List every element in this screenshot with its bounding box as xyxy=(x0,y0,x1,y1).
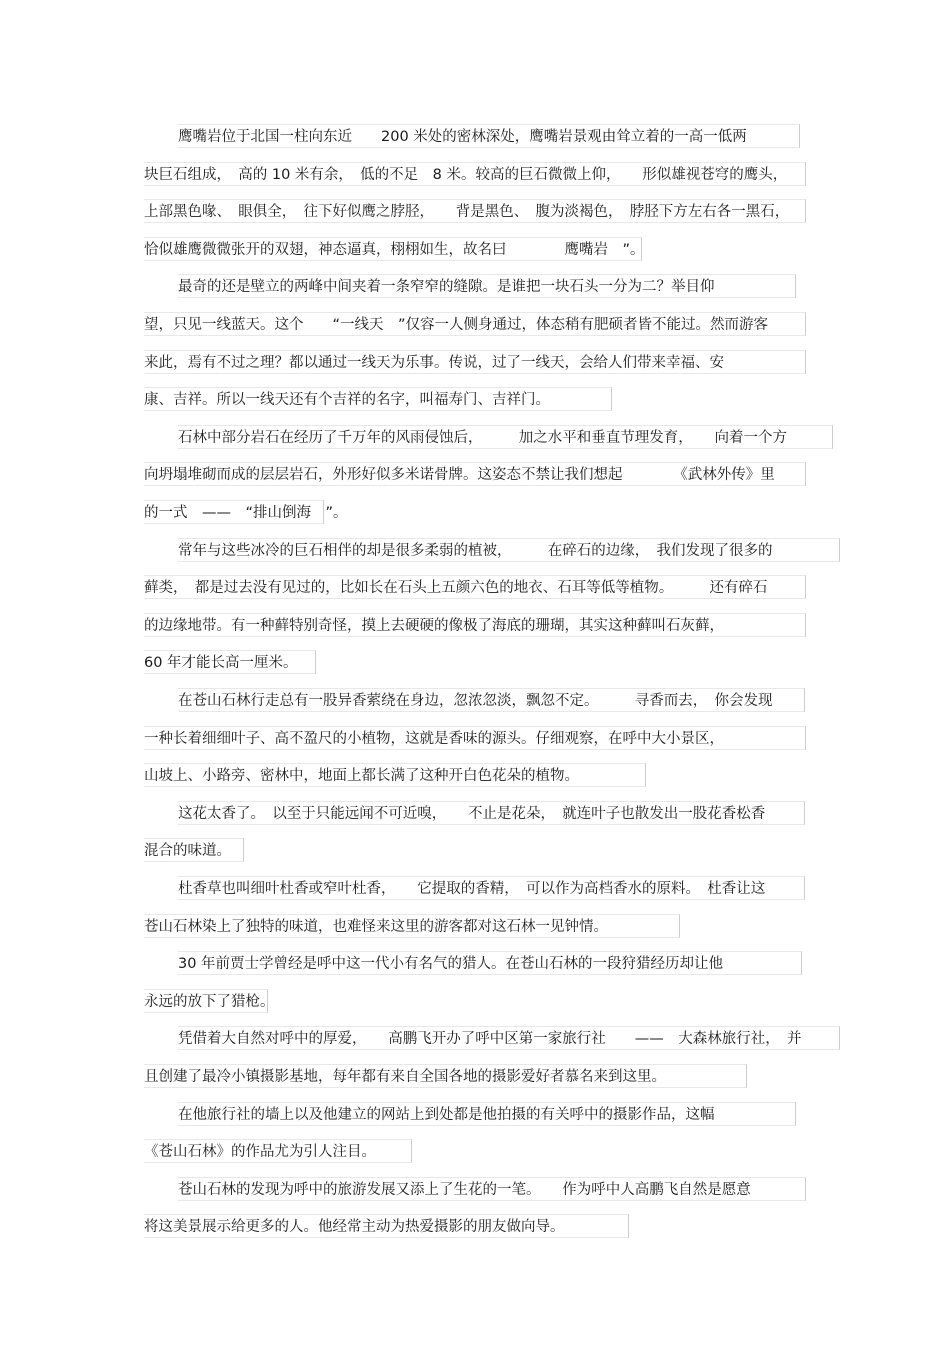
paragraph-line: 康、吉祥。所以一线天还有个吉祥的名字，叫福寿门、吉祥门。 xyxy=(144,387,612,411)
paragraph-first-line: 30 年前贾士学曾经是呼中这一代小有名气的猎人。在苍山石林的一段狩猎经历却让他 xyxy=(178,951,802,975)
paragraph-first-line: 常年与这些冰冷的巨石相伴的却是很多柔弱的植被， 在碎石的边缘， 我们发现了很多的 xyxy=(178,538,840,562)
paragraph-line: 《苍山石林》的作品尤为引人注目。 xyxy=(144,1139,412,1163)
paragraph-line: 60 年才能长高一厘米。 xyxy=(144,650,316,674)
paragraph-line: 山坡上、小路旁、密林中，地面上都长满了这种开白色花朵的植物。 xyxy=(144,763,646,787)
paragraph-line: 一种长着细细叶子、高不盈尺的小植物，这就是香味的源头。仔细观察，在呼中大小景区， xyxy=(144,726,806,750)
paragraph-first-line: 苍山石林的发现为呼中的旅游发展又添上了生花的一笔。 作为呼中人高鹏飞自然是愿意 xyxy=(178,1177,806,1201)
paragraph-line: 的边缘地带。有一种藓特别奇怪，摸上去硬硬的像极了海底的珊瑚，其实这种藓叫石灰藓， xyxy=(144,613,806,637)
paragraph-line: 望，只见一线蓝天。这个 “一线天 ”仅容一人侧身通过，体态稍有肥硕者皆不能过。然而游客 xyxy=(144,312,806,336)
paragraph-line: 永远的放下了猎枪。 xyxy=(144,989,268,1013)
paragraph-line: 向坍塌堆砌而成的层层岩石，外形好似多米诺骨牌。这姿态不禁让我们想起 《武林外传》里 xyxy=(144,462,806,486)
paragraph-line: 且创建了最冷小镇摄影基地，每年都有来自全国各地的摄影爱好者慕名来到这里。 xyxy=(144,1064,747,1088)
paragraph-first-line: 杜香草也叫细叶杜香或窄叶杜香， 它提取的香精， 可以作为高档香水的原料。 杜香让这 xyxy=(178,876,805,900)
paragraph-line: 将这美景展示给更多的人。他经常主动为热爱摄影的朋友做向导。 xyxy=(144,1214,629,1238)
paragraph-first-line: 在他旅行社的墙上以及他建立的网站上到处都是他拍摄的有关呼中的摄影作品，这幅 xyxy=(178,1102,796,1126)
paragraph-first-line: 鹰嘴岩位于北国一柱向东近 200 米处的密林深处，鹰嘴岩景观由耸立着的一高一低两 xyxy=(178,124,800,148)
paragraph-first-line: 石林中部分岩石在经历了千万年的风雨侵蚀后， 加之水平和垂直节理发育， 向着一个方 xyxy=(178,425,833,449)
paragraph-first-line: 凭借着大自然对呼中的厚爱， 高鹏飞开办了呼中区第一家旅行社 —— 大森林旅行社， 并 xyxy=(178,1026,840,1050)
paragraph-first-line: 在苍山石林行走总有一股异香萦绕在身边，忽浓忽淡，飘忽不定。 寻香而去， 你会发现 xyxy=(178,688,805,712)
paragraph-line: 上部黑色喙、 眼俱全， 往下好似鹰之脖胫， 背是黑色、 腹为淡褐色， 脖胫下方左右各一黑石， xyxy=(144,199,806,223)
paragraph-first-line: 最奇的还是壁立的两峰中间夹着一条窄窄的缝隙。是谁把一块石头一分为二？举目仰 xyxy=(178,274,796,298)
paragraph-first-line: 这花太香了。 以至于只能远闻不可近嗅， 不止是花朵， 就连叶子也散发出一股花香松香 xyxy=(178,801,805,825)
paragraph-line: 混合的味道。 xyxy=(144,838,244,862)
paragraph-line: 块巨石组成， 高的 10 米有余， 低的不足 8 米。较高的巨石微微上仰， 形似雄视苍穹的鹰头， xyxy=(144,162,806,186)
paragraph-line: 藓类， 都是过去没有见过的，比如长在石头上五颜六色的地衣、石耳等低等植物。 还有碎石 xyxy=(144,575,806,599)
paragraph-line: 的一式 —— “排山倒海 ”。 xyxy=(144,500,324,524)
paragraph-line: 苍山石林染上了独特的味道，也难怪来这里的游客都对这石林一见钟情。 xyxy=(144,914,680,938)
paragraph-line: 恰似雄鹰微微张开的双翅，神态逼真，栩栩如生，故名曰 鹰嘴岩 ”。 xyxy=(144,237,642,261)
paragraph-line: 来此，焉有不过之理？都以通过一线天为乐事。传说，过了一线天，会给人们带来幸福、安 xyxy=(144,350,806,374)
